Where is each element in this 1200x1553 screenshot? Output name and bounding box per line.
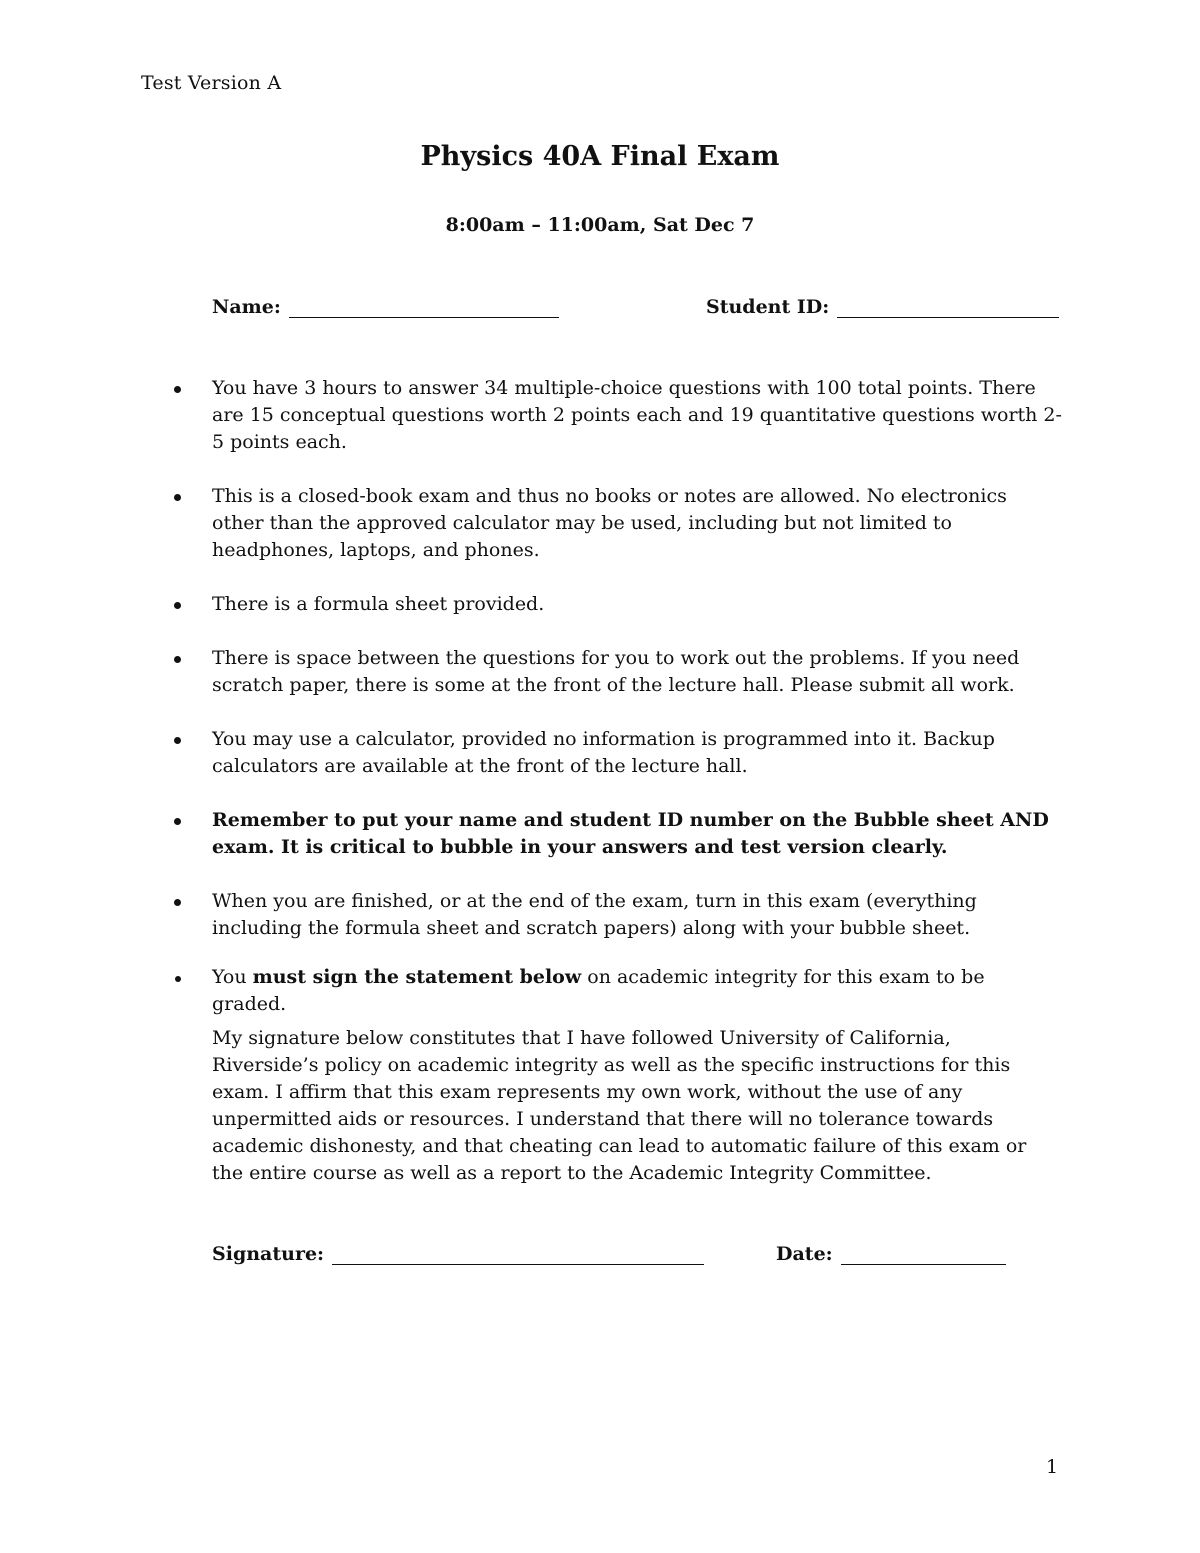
list-item: You must sign the statement below on academic integrity for this exam to be graded. [163, 964, 1063, 1018]
list-item: There is a formula sheet provided. [163, 591, 1063, 618]
bullet-icon [174, 818, 181, 825]
student-id-blank[interactable] [837, 297, 1059, 318]
list-item: There is space between the questions for you to work out the problems. If you need scratch paper, there is some at the front of the lecture hall. Please submit all work. [163, 645, 1063, 699]
date-field [776, 1243, 1006, 1265]
student-id-label: Student ID: [706, 296, 830, 318]
signature-blank[interactable] [332, 1244, 704, 1265]
bullet-icon [174, 386, 181, 393]
bullet-icon [174, 899, 181, 906]
list-item: This is a closed-book exam and thus no books or notes are allowed. No electronics other than the approved calculator may be used, including but not limited to headphones, laptops, and phones. [163, 483, 1063, 564]
date-blank[interactable] [841, 1244, 1006, 1265]
signature-field [212, 1243, 704, 1265]
bullet-icon [174, 602, 181, 609]
list-item: Remember to put your name and student ID number on the Bubble sheet AND exam. It is critical to bubble in your answers and test version clearly. [163, 807, 1063, 861]
instructions-list [163, 375, 1063, 1045]
name-field [212, 296, 559, 318]
test-version-label: Test Version A [141, 72, 282, 94]
signature-label: Signature: [212, 1243, 325, 1265]
list-item: When you are finished, or at the end of the exam, turn in this exam (everything including the formula sheet and scratch papers) along with your bubble sheet. [163, 888, 1063, 942]
name-label: Name: [212, 296, 281, 318]
academic-integrity-statement: My signature below constitutes that I have followed University of California, Riverside’s policy on academic integrity as well as the specific instructions for this exam. I affirm that this exam represents my own work, without the use of any unpermitted aids or resources. I understand that there will no tolerance towards academic dishonesty, and that cheating can lead to automatic failure of this exam or the entire course as well as a report to the Academic Integrity Committee. [212, 1027, 1027, 1184]
list-item: You have 3 hours to answer 34 multiple-choice questions with 100 total points. There are 15 conceptual questions worth 2 points each and 19 quantitative questions worth 2-5 points each. [163, 375, 1063, 456]
page-number: 1 [1046, 1456, 1059, 1478]
bullet-icon [174, 737, 181, 744]
name-blank[interactable] [289, 297, 559, 318]
date-label: Date: [776, 1243, 833, 1265]
exam-title: Physics 40A Final Exam [420, 141, 780, 172]
exam-time: 8:00am – 11:00am, Sat Dec 7 [445, 214, 755, 236]
list-item: You may use a calculator, provided no information is programmed into it. Backup calculators are available at the front of the lecture hall. [163, 726, 1063, 780]
bullet-icon [174, 656, 181, 663]
bullet-icon [174, 494, 181, 501]
student-id-field [706, 296, 1059, 318]
bullet-icon [175, 976, 181, 982]
